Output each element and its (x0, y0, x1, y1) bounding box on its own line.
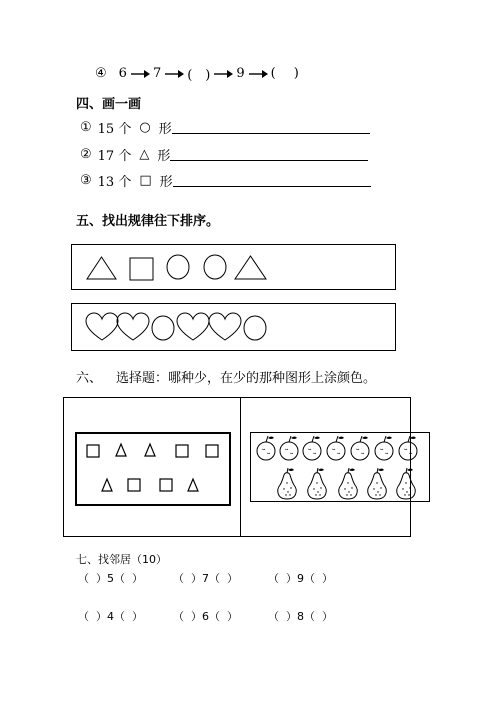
pattern-box-shapes (71, 244, 396, 290)
draw-item-suffix: 形 (159, 175, 173, 190)
circle-icon (152, 316, 174, 340)
sequence-marker: ④ (95, 66, 107, 81)
sequence-blank-2[interactable]: ( (270, 66, 276, 81)
circle-shape-icon: ○ (139, 120, 151, 135)
neighbors-row (78, 570, 363, 586)
triangle-icon (116, 444, 126, 456)
square-shape-icon: □ (139, 173, 152, 188)
heart-icon (177, 313, 209, 340)
choice-heading-number: 六、 (76, 371, 103, 386)
draw-item-marker: ② (80, 147, 92, 162)
answer-line[interactable] (170, 148, 368, 161)
apples-pears-group (251, 433, 431, 503)
pattern-section-heading: 五、找出规律往下排序。 (76, 214, 220, 229)
neighbor-item[interactable]: （ ）7（ ） (173, 572, 238, 585)
arrow-icon (248, 68, 268, 80)
answer-line[interactable] (173, 174, 371, 187)
squares-triangles-group (77, 434, 229, 504)
arrow-icon (164, 68, 184, 80)
choice-section-heading (76, 367, 376, 386)
apple-icon (375, 436, 393, 460)
pear-icon (339, 468, 357, 499)
sequence-value-a: 6 (118, 66, 127, 81)
sequence-blank-1[interactable]: ( ) (187, 68, 211, 83)
neighbors-row (78, 608, 363, 624)
square-icon (130, 258, 153, 280)
draw-item-suffix: 形 (157, 149, 171, 164)
draw-item (80, 145, 368, 164)
arrow-icon (130, 68, 150, 80)
neighbor-item[interactable]: （ ）6（ ） (173, 610, 238, 623)
choice-option-shapes[interactable] (75, 432, 231, 506)
pattern-hearts-row (72, 304, 395, 350)
apple-icon (303, 436, 321, 460)
square-icon (206, 445, 218, 457)
neighbor-item[interactable]: （ ）9（ ） (268, 572, 333, 585)
pattern-box-hearts (71, 303, 396, 351)
square-icon (160, 479, 172, 491)
triangle-icon (188, 479, 198, 491)
draw-item-marker: ① (80, 120, 92, 135)
circle-icon (244, 316, 266, 340)
answer-line[interactable] (172, 121, 370, 134)
neighbors-section-heading: 七、找邻居（10） (76, 553, 167, 566)
heart-icon (117, 313, 149, 340)
heart-icon (209, 313, 241, 340)
sequence-value-b: 7 (152, 66, 162, 81)
triangle-icon (145, 444, 155, 456)
choice-option-fruits[interactable] (250, 432, 430, 502)
square-icon (128, 479, 140, 491)
sequence-value-c: 9 (236, 66, 245, 81)
apple-icon (351, 436, 369, 460)
draw-item-marker: ③ (80, 173, 92, 188)
arrow-icon (213, 68, 233, 80)
draw-item-count: 17 个 (97, 149, 132, 164)
pear-icon (368, 468, 386, 499)
draw-item (80, 171, 371, 190)
triangle-icon (102, 479, 112, 491)
triangle-icon (235, 256, 266, 279)
circle-icon (204, 255, 226, 279)
pattern-shapes-row (72, 245, 395, 289)
triangle-shape-icon: △ (139, 147, 150, 162)
sequence-line: ④ 6 7 ( ) 9 ( ) (95, 66, 299, 83)
pear-icon (308, 468, 326, 499)
neighbor-item[interactable]: （ ）4（ ） (78, 610, 143, 623)
apple-icon (257, 436, 275, 460)
circle-icon (167, 255, 189, 279)
neighbor-item[interactable]: （ ）5（ ） (78, 572, 143, 585)
apple-icon (280, 436, 298, 460)
square-icon (176, 445, 188, 457)
apple-icon (327, 436, 345, 460)
neighbor-item[interactable]: （ ）8（ ） (268, 610, 333, 623)
square-icon (87, 445, 99, 457)
pear-icon (278, 468, 296, 499)
draw-item-count: 13 个 (97, 175, 132, 190)
heart-icon (86, 313, 118, 340)
choice-table-divider (240, 398, 241, 536)
apple-icon (399, 436, 417, 460)
pear-icon (397, 468, 415, 499)
draw-section-heading: 四、画一画 (76, 97, 142, 112)
choice-table (63, 397, 411, 537)
choice-heading-text: 选择题：哪种少，在少的那种图形上涂颜色。 (116, 371, 377, 386)
draw-item (80, 118, 370, 137)
triangle-icon (87, 257, 116, 279)
draw-item-count: 15 个 (97, 122, 132, 137)
draw-item-suffix: 形 (158, 122, 172, 137)
